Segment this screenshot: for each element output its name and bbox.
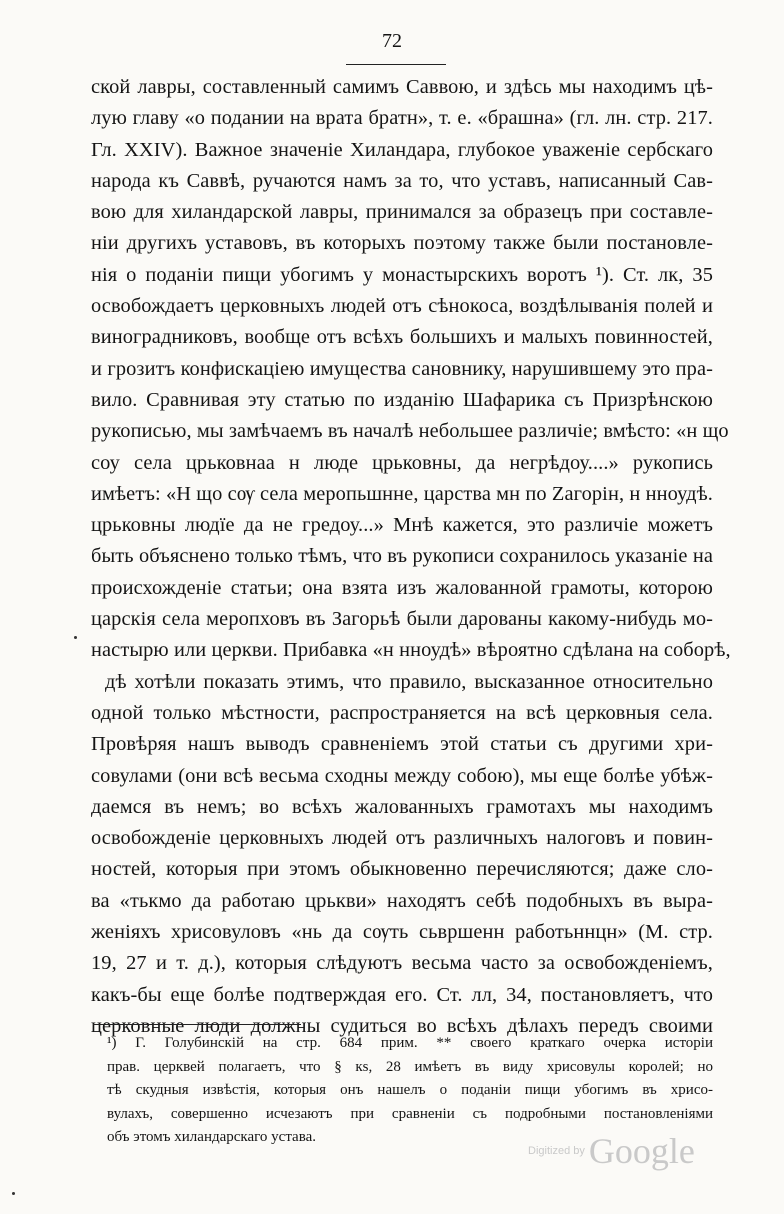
- body-line: 19, 27 и т. д.), которыя слѣдуютъ весьма часто за освобожденіемъ,: [91, 952, 713, 975]
- body-line: церковные люди должны судиться во всѣхъ дѣлахъ передъ своими: [91, 1014, 713, 1037]
- watermark-prefix: Digitized by: [528, 1145, 585, 1157]
- page-number: 72: [382, 30, 402, 52]
- body-line: имѣетъ: «Н що сѹ села меропьшнне, царства мн по Zагорін, н нноудѣ.: [91, 482, 713, 505]
- footnote-line: прав. церквей полагаетъ, что § кѕ, 28 имѣетъ въ виду хрисовулы королей; но: [107, 1058, 713, 1075]
- body-line: рукописью, мы замѣчаемъ въ началѣ небольшее различіе; вмѣсто: «н що: [91, 420, 729, 443]
- body-line: соу села црьковнаа н люде црьковны, да негрѣдоу....» рукопись: [91, 451, 713, 474]
- body-line: вило. Сравнивая эту статью по изданію Шафарика съ Призрѣнскою: [91, 388, 713, 411]
- body-line: настырю или церкви. Прибавка «н нноудѣ» вѣроятно сдѣлана на соборѣ,: [91, 639, 731, 662]
- body-line: Гл. XXIV). Важное значеніе Хиландара, глубокое уваженіе сербскаго: [91, 138, 713, 161]
- body-line: Провѣряя нашъ выводъ сравненіемъ этой статьи съ другими хри-: [91, 733, 713, 756]
- footnote-line: тѣ скудныя извѣстія, которыя онъ нашелъ о поданіи пищи убогимъ въ хрисо-: [107, 1082, 713, 1099]
- body-line: быть объяснено только тѣмъ, что въ рукописи сохранилось указаніе на: [91, 545, 713, 568]
- header-rule: [346, 64, 446, 65]
- footnote-rule: [93, 1024, 301, 1025]
- body-line: народа къ Саввѣ, ручаются намъ за то, что уставъ, написанный Сав-: [91, 169, 713, 192]
- body-line: царскія села меропховъ въ Загорьѣ были дарованы какому-нибудь мо-: [91, 608, 713, 631]
- body-line: женіяхъ хрисовуловъ «нь да сѹть сьвршенн работьннцн» (М. стр.: [91, 921, 713, 944]
- body-line: какъ-бы еще болѣе подтверждая его. Ст. лл, 34, постановляетъ, что: [91, 983, 713, 1006]
- body-line: вою для хиландарской лавры, принимался за образецъ при составле-: [91, 201, 713, 224]
- body-line: дѣ хотѣли показать этимъ, что правило, высказанное относительно: [105, 670, 713, 693]
- margin-mark: [74, 636, 77, 639]
- body-line: и грозитъ конфискаціею имущества сановнику, нарушившему это пра-: [91, 357, 713, 380]
- body-line: освобожденіе церковныхъ людей отъ различныхъ налоговъ и повин-: [91, 827, 713, 850]
- google-logo: Google: [588, 1131, 695, 1171]
- margin-mark: [12, 1192, 15, 1195]
- body-line: ніи другихъ уставовъ, въ которыхъ поэтому также были постановле-: [91, 232, 713, 255]
- footnote-line: вулахъ, совершенно исчезаютъ при сравненіи съ подробными постановленіями: [107, 1105, 713, 1122]
- body-line: црьковны людїе да не гредоу...» Мнѣ кажется, это различіе можетъ: [91, 514, 713, 537]
- body-line: ва «тькмо да работаю црькви» находятъ себѣ подобныхъ въ выра-: [91, 889, 713, 912]
- body-line: совулами (они всѣ весьма сходны между собою), мы еще болѣе убѣж-: [91, 764, 713, 787]
- body-line: одной только мѣстности, распространяется на всѣ церковныя села.: [91, 701, 713, 724]
- footnote-line: ¹) Г. Голубинскій на стр. 684 прим. ** своего краткаго очерка исторіи: [107, 1035, 713, 1051]
- body-line: ской лавры, составленный самимъ Саввою, и здѣсь мы находимъ цѣ-: [91, 76, 713, 98]
- body-line: освобождаетъ церковныхъ людей отъ сѣнокоса, воздѣлыванія полей и: [91, 295, 713, 318]
- body-line: происхожденіе статьи; она взята изъ жалованной грамоты, которою: [91, 576, 713, 599]
- body-line: ностей, которыя при этомъ обыкновенно перечисляются; даже сло-: [91, 858, 713, 881]
- body-line: даемся въ немъ; во всѣхъ жалованныхъ грамотахъ мы находимъ: [91, 795, 713, 818]
- body-line: лую главу «о подании на врата братн», т. е. «брашна» (гл. лн. стр. 217.: [91, 107, 713, 130]
- footnote-line: объ этомъ хиландарскаго устава.: [107, 1129, 317, 1146]
- body-text: [91, 72, 731, 1042]
- digitized-watermark: [528, 1130, 695, 1172]
- body-line: виноградниковъ, вообще отъ всѣхъ большихъ и малыхъ повинностей,: [91, 326, 713, 349]
- body-line: нія о поданіи пищи убогимъ у монастырскихъ воротъ ¹). Ст. лк, 35: [91, 263, 713, 286]
